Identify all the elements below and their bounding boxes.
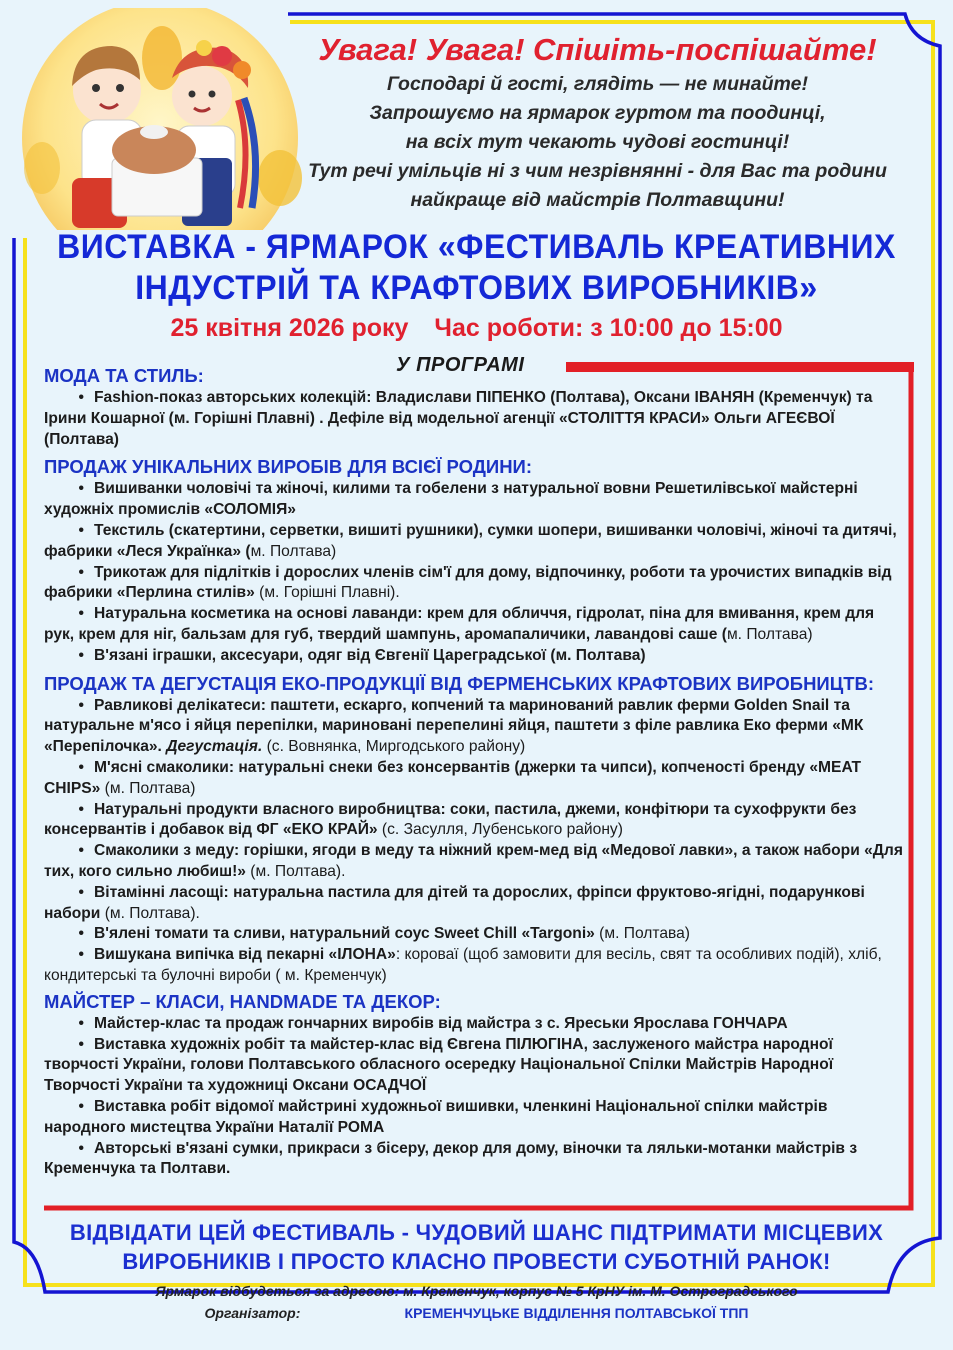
closing-block [30,1218,923,1324]
bullet-icon [44,563,94,584]
list-item: •Смаколики з меду: горішки, ягоди в меду та ніжний крем-мед від «Медової лавки», а також набори «Для тих, кого сильно любиш!» (м. Полтава). [44,841,906,883]
section-heading: МОДА ТА СТИЛЬ: [44,365,204,386]
title-line-1: ВИСТАВКА - ЯРМАРОК «ФЕСТИВАЛЬ КРЕАТИВНИХ [57,226,896,266]
title-line-2: ІНДУСТРІЙ ТА КРАФТОВИХ ВИРОБНИКІВ» [135,267,818,307]
bullet-icon [44,604,94,625]
list-item: •Вишукана випічка від пекарні «ІЛОНА»: короваї (щоб замовити для весіль, свят та особливих подій), хліб, кондитерські та булочні вироби ( м. Кременчук) [44,945,906,987]
closing-line-2: ВИРОБНИКІВ І ПРОСТО КЛАСНО ПРОВЕСТИ СУБОТНІЙ РАНОК! [122,1249,831,1274]
organizer-name: КРЕМЕНЧУЦЬКЕ ВІДДІЛЕННЯ ПОЛТАВСЬКОЇ ТПП [404,1305,749,1321]
poem-line: Господарі й гості, глядіть — не минайте! [387,73,808,95]
working-hours: Час роботи: з 10:00 до 15:00 [434,314,783,342]
list-item: •Натуральна косметика на основі лаванди: крем для обличчя, гідролат, піна для вмивання, крем для рук, крем для ніг, бальзам для губ, твердий шампунь, аромапаличики, лавандові саше (м. Полтава) [44,604,906,646]
bullet-icon [44,945,94,966]
list-item: •Fashion-показ авторських колекцій: Владислави ПІПЕНКО (Полтава), Оксани ІВАНЯН (Кременчук) та Ірини Кошарної (м. Горішні Плавні) . Дефіле від модельної агенції «СТОЛІТТЯ КРАСИ» Ольги АГЕЄВОЇ (Полтава) [44,388,906,450]
list-item: •М'ясні смаколики: натуральні снеки без консервантів (джерки та чипси), копченості бренду «MEAT CHIPS» (м. Полтава) [44,758,906,800]
poem-line: Запрошуємо на ярмарок гуртом та поодинці, [369,102,826,124]
bullet-icon [44,1097,94,1118]
closing-line-1: ВІДВІДАТИ ЦЕЙ ФЕСТИВАЛЬ - ЧУДОВИЙ ШАНС ПІДТРИМАТИ МІСЦЕВИХ [69,1220,884,1245]
alert-heading: Увага! Увага! Спішіть-поспішайте! [318,32,877,67]
bullet-icon [44,696,94,717]
bullet-icon [44,646,94,667]
list-item: •Натуральні продукти власного виробництва: соки, пастила, джеми, конфітюри та сухофрукти без консервантів і добавок від ФГ «ЕКО КРАЙ» (с. Засулля, Лубенського району) [44,800,906,842]
event-address: Ярмарок відбудеться за адресою: м. Кременчук, корпус № 5 КрНУ ім. М. Остроградського [155,1283,798,1299]
bullet-icon [44,1035,94,1056]
bullet-icon [44,758,94,779]
organizer-line [30,1302,923,1324]
list-item: •Трикотаж для підлітків і дорослих членів сім'ї для дому, відпочинку, роботи та урочистих випадків від фабрики «Перлина стилів» (м. Горішні Плавні). [44,563,906,605]
bullet-icon [44,924,94,945]
section-heading: МАЙСТЕР – КЛАСИ, HANDMADE ТА ДЕКОР: [44,990,441,1012]
poem-line: найкраще від майстрів Полтавщини! [410,189,785,211]
bullet-icon [44,521,94,542]
poem-line: на всіх тут чекають чудові гостинці! [405,131,790,153]
date-time-line [20,310,933,346]
list-item: •Майстер-клас та продаж гончарних виробів від майстра з с. Яреськи Ярослава ГОНЧАРА [44,1014,906,1035]
list-item: •В'язані іграшки, аксесуари, одяг від Євгенії Цареградської (м. Полтава) [44,646,906,667]
list-item: •В'ялені томати та сливи, натуральний соус Sweet Chill «Targoni» (м. Полтава) [44,924,906,945]
bullet-icon [44,1014,94,1035]
list-item: •Виставка художніх робіт та майстер-клас від Євгена ПІЛЮГІНА, заслуженого майстра народної творчості України, голови Полтавського обласного осередку Національної Спілки Майстрів Народної Творчості України та художниці Оксани ОСАДЧОЇ [44,1035,906,1097]
list-item: •Вітамінні ласощі: натуральна пастила для дітей та дорослих, фріпси фруктово-ягідні, подарункові набори (м. Полтава). [44,883,906,925]
children-with-korovai-illustration [12,8,302,238]
list-item: •Текстиль (скатертини, серветки, вишиті рушники), сумки шопери, вишиванки чоловічі, жіночі та дитячі, фабрики «Леся Українка» (м. Полтава) [44,521,906,563]
bullet-icon [44,883,94,904]
section-heading: ПРОДАЖ ТА ДЕГУСТАЦІЯ ЕКО-ПРОДУКЦІЇ ВІД ФЕРМЕНСЬКИХ КРАФТОВИХ ВИРОБНИЦТВ: [44,672,875,694]
bullet-icon [44,1139,94,1160]
list-item: •Авторські в'язані сумки, прикраси з бісеру, декор для дому, віночки та ляльки-мотанки майстрів з Кременчука та Полтави. [44,1139,906,1181]
organizer-label: Організатор: [204,1305,301,1321]
event-date: 25 квітня 2026 року [170,314,409,342]
list-item: •Виставка робіт відомої майстрині художньої вишивки, членкині Національної спілки майстрів народного мистецтва України Наталії РОМА [44,1097,906,1139]
bullet-icon [44,800,94,821]
program-content [44,364,906,1180]
event-title [20,226,933,346]
bullet-icon [44,388,94,409]
bullet-icon [44,841,94,862]
intro-block [285,30,910,215]
section-heading: ПРОДАЖ УНІКАЛЬНИХ ВИРОБІВ ДЛЯ ВСІЄЇ РОДИНИ: [44,456,533,478]
poem-line: Тут речі умільців ні з чим незрівнянні - для Вас та родини [308,160,887,182]
bullet-icon [44,479,94,500]
program-label: У ПРОГРАМІ [396,354,525,376]
list-item: •Вишиванки чоловічі та жіночі, килими та гобелени з натуральної вовни Решетилівської майстерні художніх промислів «СОЛОМІЯ» [44,479,906,521]
list-item: •Равликові делікатеси: паштети, ескарго, копчений та маринований равлик ферми Golden Snail та натуральне м'ясо і яйця перепілки, мариновані перепелині яйця, паштети з філе равлика Еко ферми «МК «Перепілочка». Дегустація. (с. Вовнянка, Миргодського району) [44,696,906,758]
